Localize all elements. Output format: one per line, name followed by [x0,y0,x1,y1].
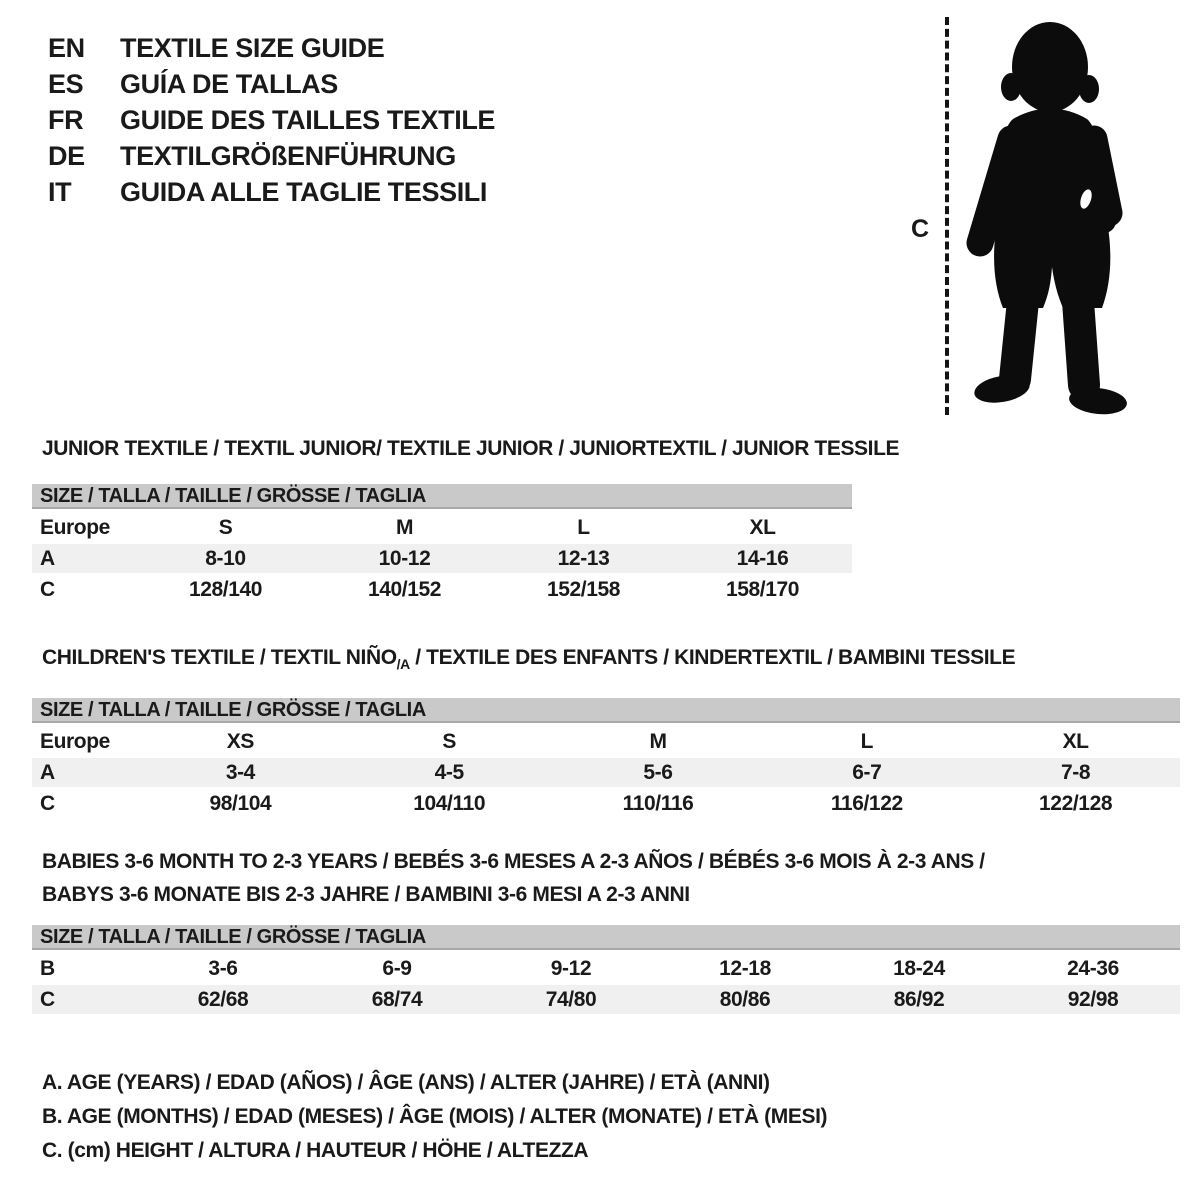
size-value: S [442,729,456,753]
size-value: 12-18 [719,956,771,980]
size-value: L [860,729,873,753]
size-value: L [577,515,590,539]
size-value: 3-6 [208,956,238,980]
language-code: DE [48,141,85,171]
language-title: GUÍA DE TALLAS [120,69,338,99]
size-value: 152/158 [546,577,621,601]
language-item [48,102,495,138]
size-figure [895,15,1165,420]
size-value: 62/68 [136,985,310,1014]
section-heading [42,845,1180,911]
row-label: Europe [40,729,110,753]
size-header-bar: SIZE / TALLA / TAILLE / GRÖSSE / TAGLIA [32,698,1180,723]
section-babies-textile [32,845,1180,1016]
size-value: M [395,515,414,539]
size-value: 104/110 [413,791,486,815]
size-value: 128/140 [188,577,263,601]
table-row [32,758,1180,787]
size-value: 92/98 [1006,985,1180,1014]
heading-text: /A [396,656,410,673]
size-value: 68/74 [310,985,484,1014]
size-value: 86/92 [832,985,1006,1014]
size-value: M [649,729,667,753]
size-value: 9-12 [550,956,592,980]
size-value: 14-16 [673,544,852,573]
size-value: 7-8 [971,758,1180,787]
row-label: C [40,577,55,601]
size-table [32,952,1180,1016]
language-title: TEXTILE SIZE GUIDE [120,33,385,63]
table-row [32,575,852,604]
language-code: IT [48,177,72,207]
size-value: 3-4 [136,758,345,787]
section-heading [42,641,1180,681]
row-label: A [32,758,136,787]
size-value: 24-36 [1067,956,1119,980]
language-code: FR [48,105,84,135]
size-value: XS [226,729,254,753]
language-code: ES [48,69,84,99]
size-value: 80/86 [658,985,832,1014]
size-value: 5-6 [554,758,763,787]
size-value: 140/152 [367,577,442,601]
size-header-bar: SIZE / TALLA / TAILLE / GRÖSSE / TAGLIA [32,925,1180,950]
size-value: 12-13 [494,544,673,573]
table-row [32,513,852,542]
heading-text: BABYS 3-6 MONATE BIS 2-3 JAHRE / BAMBINI 3-6 MESI A 2-3 ANNI [42,883,690,906]
section-junior-textile [32,432,900,606]
size-value: 6-9 [382,956,412,980]
height-measure-line [945,17,949,415]
legend [42,1066,827,1168]
row-label: Europe [40,515,110,539]
size-value: 10-12 [315,544,494,573]
row-label: C [32,985,136,1014]
table-row [32,954,1180,983]
height-measure-label: C [911,215,929,243]
table-row [32,727,1180,756]
size-value: 8-10 [136,544,315,573]
language-title: TEXTILGRÖßENFÜHRUNG [120,141,456,171]
size-table [32,725,1180,820]
language-list [48,30,495,210]
language-item [48,30,495,66]
heading-text: / TEXTILE DES ENFANTS / KINDERTEXTIL / BAMBINI TESSILE [409,646,1016,669]
legend-line-c: C. (cm) HEIGHT / ALTURA / HAUTEUR / HÖHE / ALTEZZA [42,1139,589,1162]
row-label: B [40,956,55,980]
heading-text: JUNIOR TEXTILE / TEXTIL JUNIOR/ TEXTILE JUNIOR / JUNIORTEXTIL / JUNIOR TESSILE [42,437,900,460]
size-value: XL [749,515,776,539]
size-table [32,511,852,606]
size-header-bar: SIZE / TALLA / TAILLE / GRÖSSE / TAGLIA [32,484,852,509]
size-value: 6-7 [762,758,971,787]
heading-text: BABIES 3-6 MONTH TO 2-3 YEARS / BEBÉS 3-6 MESES A 2-3 AÑOS / BÉBÉS 3-6 MOIS À 2-3 ANS / [42,850,985,873]
size-value: 74/80 [484,985,658,1014]
table-row [32,544,852,573]
language-item [48,174,495,210]
table-row [32,985,1180,1014]
toddler-silhouette-icon [957,15,1152,417]
size-value: S [218,515,233,539]
legend-line-a: A. AGE (YEARS) / EDAD (AÑOS) / ÂGE (ANS) / ALTER (JAHRE) / ETÀ (ANNI) [42,1071,770,1094]
language-item [48,138,495,174]
section-children-textile [32,641,1180,820]
size-value: 4-5 [345,758,554,787]
language-title: GUIDA ALLE TAGLIE TESSILI [120,177,487,207]
size-value: 18-24 [893,956,945,980]
size-value: 116/122 [830,791,903,815]
language-item [48,66,495,102]
size-value: XL [1062,729,1089,753]
row-label: C [40,791,55,815]
legend-line-b: B. AGE (MONTHS) / EDAD (MESES) / ÂGE (MOIS) / ALTER (MONATE) / ETÀ (MESI) [42,1105,828,1128]
language-title: GUIDE DES TAILLES TEXTILE [120,105,496,135]
table-row [32,789,1180,818]
size-value: 122/128 [1039,791,1113,815]
size-value: 110/116 [622,791,694,815]
heading-text: CHILDREN'S TEXTILE / TEXTIL NIÑO [42,646,397,669]
row-label: A [32,544,136,573]
size-value: 158/170 [725,577,800,601]
language-code: EN [48,33,85,63]
section-heading [42,432,900,465]
size-value: 98/104 [209,791,272,815]
